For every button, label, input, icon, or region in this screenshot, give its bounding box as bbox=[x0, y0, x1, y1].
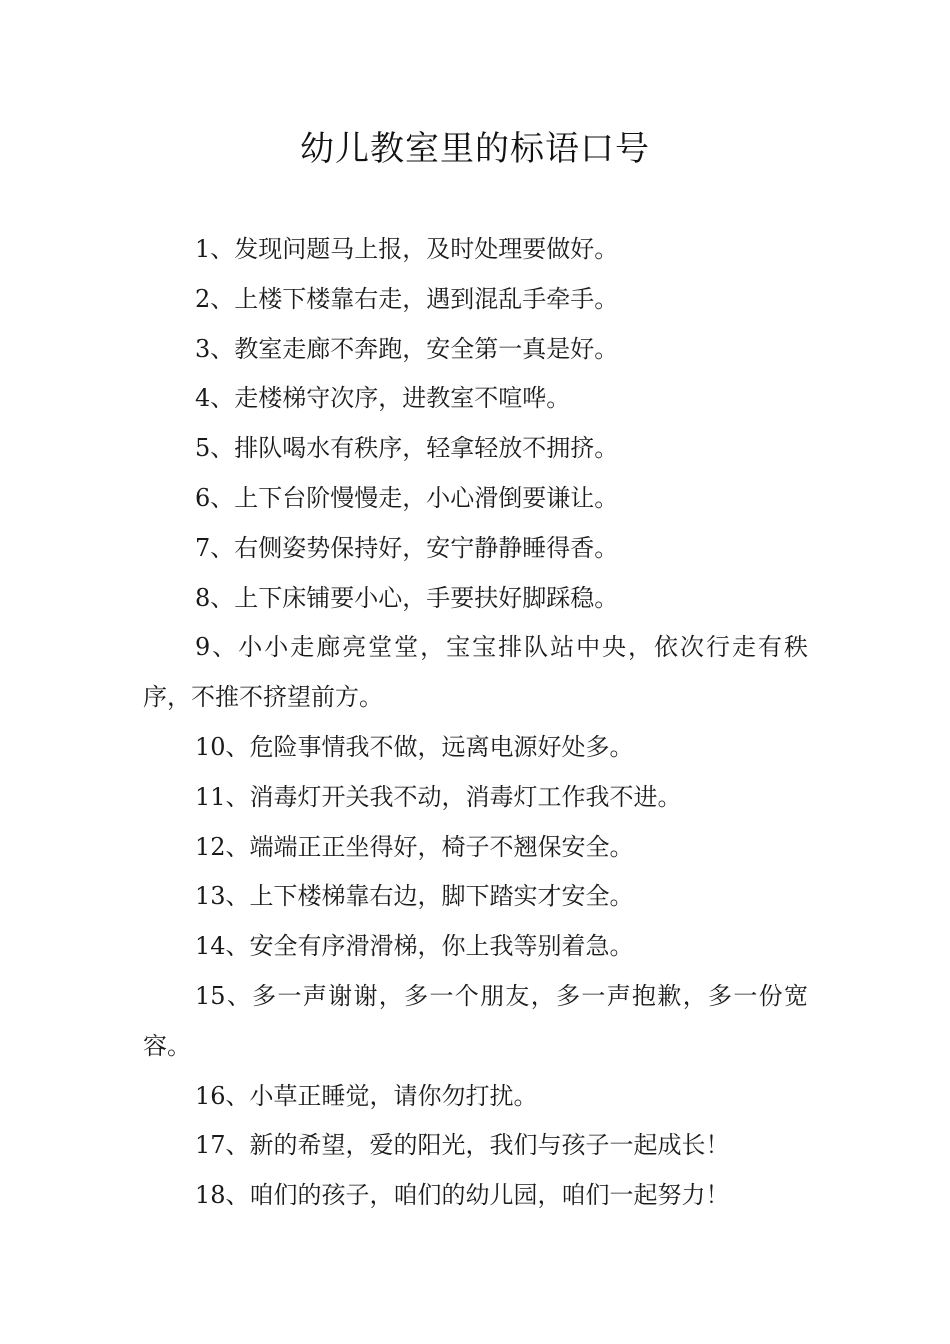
document-title: 幼儿教室里的标语口号 bbox=[300, 129, 650, 169]
list-item: 2、上楼下楼靠右走，遇到混乱手牵手。 bbox=[195, 284, 619, 313]
list-item: 3、教室走廊不奔跑，安全第一真是好。 bbox=[195, 334, 619, 363]
list-item: 10、危险事情我不做，远离电源好处多。 bbox=[195, 732, 634, 761]
list-item: 11、消毒灯开关我不动，消毒灯工作我不进。 bbox=[195, 782, 682, 811]
list-item: 12、端端正正坐得好，椅子不翘保安全。 bbox=[195, 832, 634, 861]
list-item: 15、多一声谢谢，多一个朋友，多一声抱歉，多一份宽容。 bbox=[143, 981, 808, 1060]
list-item: 9、小小走廊亮堂堂，宝宝排队站中央，依次行走有秩序，不推不挤望前方。 bbox=[143, 633, 808, 712]
list-item: 7、右侧姿势保持好，安宁静静睡得香。 bbox=[195, 533, 619, 562]
list-item: 1、发现问题马上报，及时处理要做好。 bbox=[195, 235, 619, 263]
list-item: 8、上下床铺要小心，手要扶好脚踩稳。 bbox=[195, 583, 619, 612]
list-item: 5、排队喝水有秩序，轻拿轻放不拥挤。 bbox=[195, 434, 619, 463]
list-item: 16、小草正睡觉，请你勿打扰。 bbox=[195, 1081, 538, 1110]
list-item: 14、安全有序滑滑梯，你上我等别着急。 bbox=[195, 932, 634, 961]
slogan-list bbox=[143, 225, 808, 1221]
list-item: 17、新的希望，爱的阳光，我们与孩子一起成长！ bbox=[195, 1131, 730, 1160]
list-item: 13、上下楼梯靠右边，脚下踏实才安全。 bbox=[195, 882, 634, 911]
list-item: 18、咱们的孩子，咱们的幼儿园，咱们一起努力！ bbox=[195, 1181, 730, 1210]
list-item: 6、上下台阶慢慢走，小心滑倒要谦让。 bbox=[195, 483, 619, 512]
list-item: 4、走楼梯守次序，进教室不喧哗。 bbox=[195, 384, 571, 413]
